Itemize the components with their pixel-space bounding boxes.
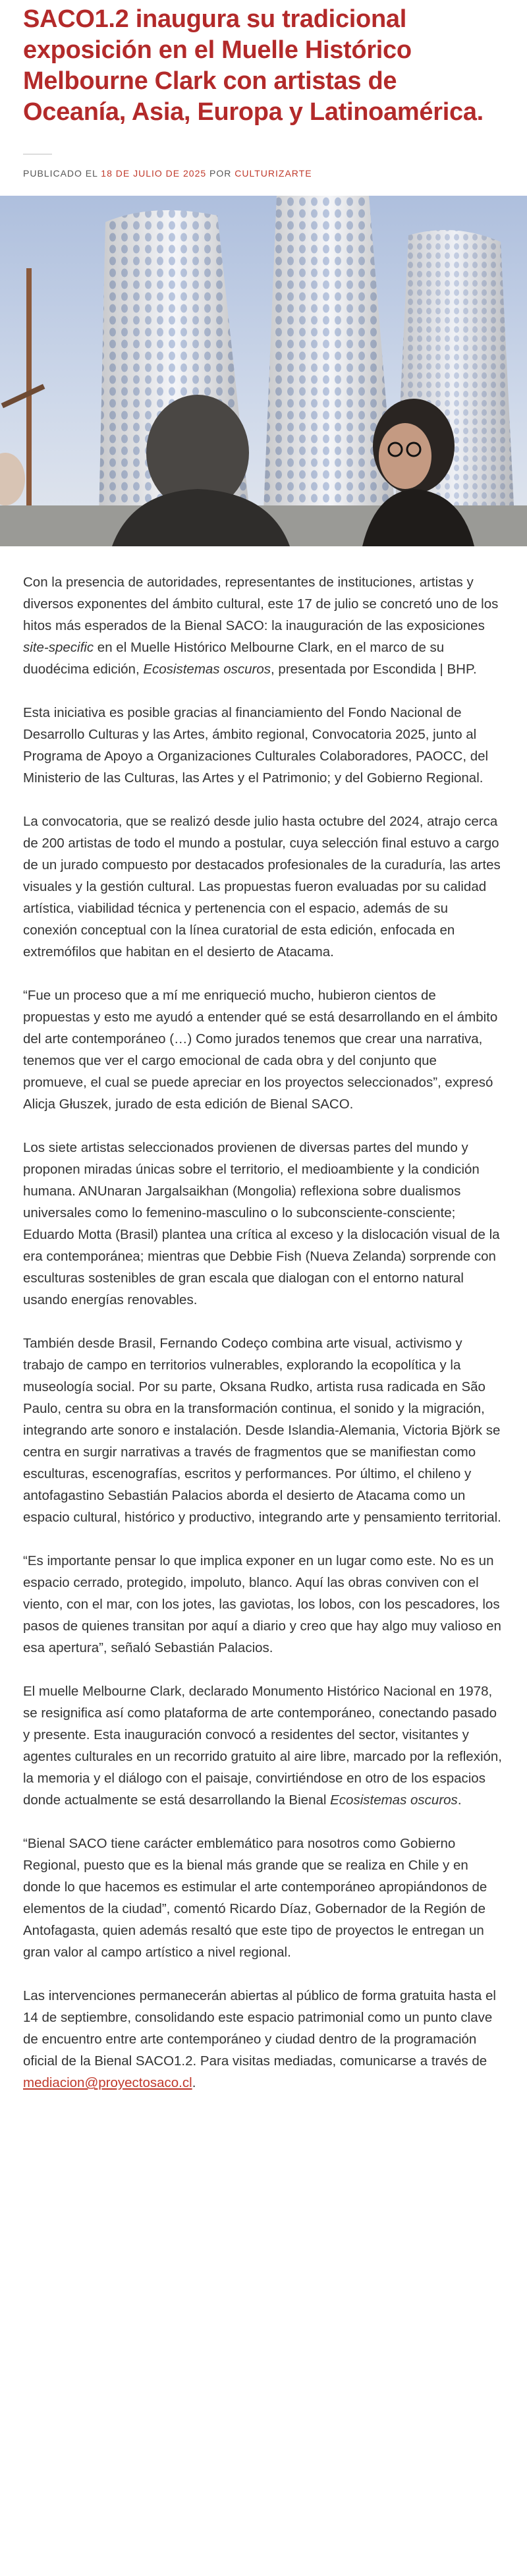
article-header [0, 0, 527, 183]
paragraph-4: “Fue un proceso que a mí me enriqueció mucho, hubieron cientos de propuestas y esto me ayudó a entender qué se está desarrollando en el ámbito del arte contemporáneo (…) Como jurados tenemos que crear una narrativa, tenemos que ver el cargo emocional de cada obra y del conjunto que promueve, el cual se puede apreciar en los proyectos seleccionados”, expresó Alicja Głuszek, jurado de esta edición de Bienal SACO. [23, 988, 498, 1112]
paragraph-9: “Bienal SACO tiene carácter emblemático para nosotros como Gobierno Regional, puesto que es la bienal más grande que se realiza en Chile y en donde lo que hacemos es estimular el arte contemporáneo apropiándonos de elementos de la ciudad”, comentó Ricardo Díaz, Gobernador de la Región de Antofagasta, quien además resaltó que este tipo de proyectos le entregan un gran valor al campo artístico a nivel regional. [23, 1836, 487, 1960]
author-link[interactable]: CULTURIZARTE [235, 168, 312, 179]
paragraph-8: El muelle Melbourne Clark, declarado Monumento Histórico Nacional en 1978, se resignifica así como plataforma de arte contemporáneo, conectando pasado y presente. Esta inauguración convocó a residentes del sector, visitantes y agentes culturales en un recorrido gratuito al aire libre, marcado por la reflexión, la memoria y el diálogo con el paisaje, convirtiéndose en otro de los espacios donde actualmente se está desarrollando la Bienal Ecosistemas oscuros. [23, 1684, 502, 1808]
article-body [0, 546, 527, 2094]
paragraph-1: Con la presencia de autoridades, representantes de instituciones, artistas y diversos exponentes del ámbito cultural, este 17 de julio se concretó uno de los hitos más esperados de la Bienal SACO: la inauguración de las exposiciones site-specific en el Muelle Histórico Melbourne Clark, en el marco de su duodécima edición, Ecosistemas oscuros, presentada por Escondida | BHP. [23, 575, 499, 677]
hero-photo [0, 196, 527, 546]
author-prefix: POR [209, 168, 232, 179]
paragraph-7: “Es importante pensar lo que implica exponer en un lugar como este. No es un espacio cerrado, protegido, impoluto, blanco. Aquí las obras conviven con el viento, con el mar, con los jotes, las gaviotas, los lobos, con los pescadores, los pasos de quienes transitan por aquí a diario y creo que hay algo muy valioso en esa apertura”, señaló Sebastián Palacios. [23, 1553, 501, 1655]
published-prefix: PUBLICADO EL [23, 168, 98, 179]
paragraph-2: Esta iniciativa es posible gracias al financiamiento del Fondo Nacional de Desarrollo Culturas y las Artes, ámbito regional, Convocatoria 2025, junto al Programa de Apoyo a Organizaciones Culturales Colaboradores, PAOCC, del Ministerio de las Culturas, las Artes y el Patrimonio; y del Gobierno Regional. [23, 705, 489, 786]
mediation-email-link[interactable]: mediacion@proyectosaco.cl [23, 2075, 192, 2090]
paragraph-6: También desde Brasil, Fernando Codeço combina arte visual, activismo y trabajo de campo en territorios vulnerables, explorando la ecopolítica y la museología social. Por su parte, Oksana Rudko, artista rusa radicada en São Paulo, centra su obra en la transformación continua, el sonido y la migración, integrando arte sonoro e instalación. Desde Islandia-Alemania, Victoria Björk se centra en surgir narrativas a través de fragmentos que se manifiestan como esculturas, escenografías, escritos y performances. Por último, el chileno y antofagastino Sebastián Palacios aborda el desierto de Atacama como un espacio cultural, histórico y productivo, integrando arte y pensamiento territorial. [23, 1336, 501, 1525]
paragraph-5: Los siete artistas seleccionados provienen de diversas partes del mundo y proponen miradas únicas sobre el territorio, el medioambiente y la condición humana. ANUnaran Jargalsaikhan (Mongolia) reflexiona sobre dualismos universales como lo femenino-masculino o lo subconsciente-consciente; Eduardo Motta (Brasil) plantea una crítica al exceso y la dislocación visual de la era contemporánea; mientras que Debbie Fish (Nueva Zelanda) sorprende con esculturas sostenibles de gran escala que dialogan con el entorno natural usando energías renovables. [23, 1140, 500, 1307]
title-divider [23, 154, 52, 155]
post-date-link[interactable]: 18 DE JULIO DE 2025 [101, 168, 207, 179]
hero-illustration [0, 196, 527, 546]
post-meta [23, 168, 504, 183]
article-title: SACO1.2 inaugura su tradicional exposición en el Muelle Histórico Melbourne Clark con artistas de Oceanía, Asia, Europa y Latinoamérica. [23, 5, 484, 126]
paragraph-10: Las intervenciones permanecerán abiertas al público de forma gratuita hasta el 14 de septiembre, consolidando este espacio patrimonial como un punto clave de encuentro entre arte contemporáneo y ciudad dentro de la programación oficial de la Bienal SACO1.2. Para visitas mediadas, comunicarse a través de mediacion@proyectosaco.cl. [23, 1988, 496, 2090]
paragraph-3: La convocatoria, que se realizó desde julio hasta octubre del 2024, atrajo cerca de 200 artistas de todo el mundo a postular, cuya selección final estuvo a cargo de un jurado compuesto por destacados profesionales de la curaduría, las artes visuales y la gestión cultural. Las propuestas fueron evaluadas por su calidad artística, viabilidad técnica y pertenencia con el espacio, además de su conexión conceptual con la línea curatorial de esta edición, enfocada en extremófilos que habitan en el desierto de Atacama. [23, 814, 501, 959]
